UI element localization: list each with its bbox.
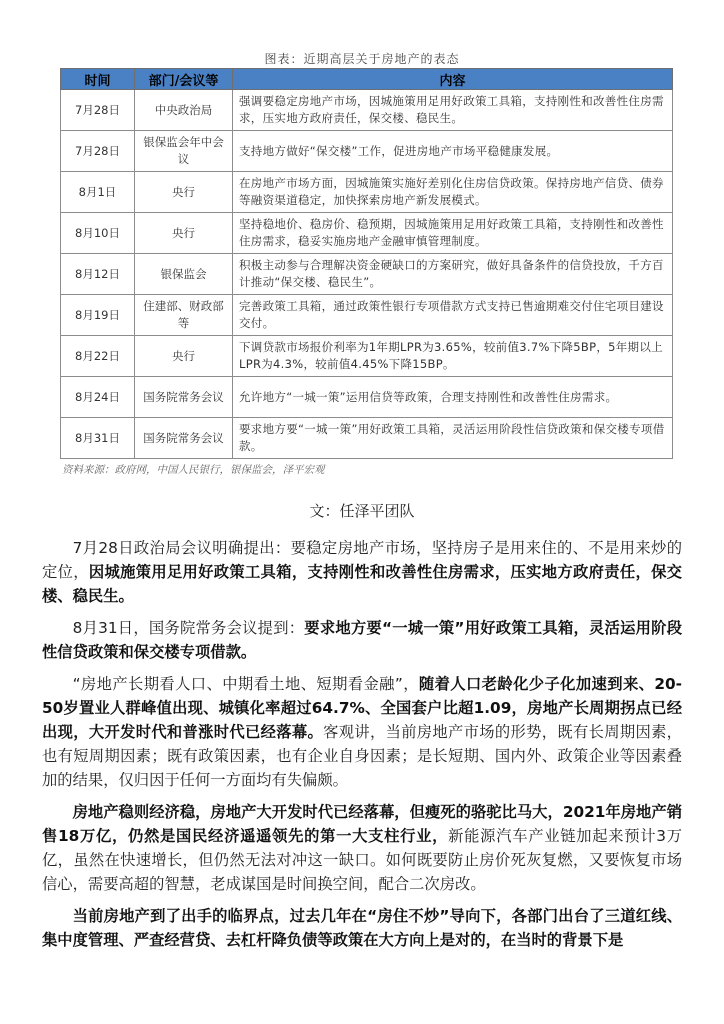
table-row (61, 172, 673, 213)
cell-content: 在房地产市场方面，因城施策实施好差别化住房信贷政策。保持房地产信贷、债券等融资渠道稳定，加快探索房地产新发展模式。 (233, 172, 673, 213)
table-row (61, 418, 673, 459)
paragraph (42, 904, 682, 952)
table-row (61, 213, 673, 254)
table-row (61, 336, 673, 377)
cell-date: 7月28日 (61, 90, 135, 131)
table-header-row (61, 69, 673, 90)
paragraph-text: “房地产长期看人口、中期看土地、短期看金融”， (72, 675, 419, 693)
cell-date: 8月12日 (61, 254, 135, 295)
cell-content: 完善政策工具箱，通过政策性银行专项借款方式支持已售逾期难交付住宅项目建设交付。 (233, 295, 673, 336)
paragraph-emphasis: 要求地方要“一城一策”用好政策工具箱，灵活运用阶段性信贷政策和保交楼专项借款。 (42, 619, 683, 661)
figure-source: 资料来源：政府网，中国人民银行，银保监会，泽平宏观 (62, 464, 325, 476)
paragraph-emphasis: 因城施策用足用好政策工具箱，支持刚性和改善性住房需求，压实地方政府责任，保交楼、稳民生。 (42, 563, 682, 605)
table-row (61, 131, 673, 172)
paragraph-emphasis: 房地产稳则经济稳，房地产大开发时代已经落幕，但瘦死的骆驼比马大，2021年房地产销售18万亿，仍然是国民经济遥遥领先的第一大支柱行业， (42, 803, 682, 845)
cell-dept: 中央政治局 (135, 90, 233, 131)
paragraph-emphasis: 随着人口老龄化少子化加速到来、20-50岁置业人群峰值出现、城镇化率超过64.7%、全国套户比超1.09，房地产长周期拐点已经出现，大开发时代和普涨时代已经落幕。 (42, 675, 682, 741)
policy-table (60, 68, 673, 459)
paragraph (42, 800, 682, 896)
cell-content: 积极主动参与合理解决资金硬缺口的方案研究，做好具备条件的信贷投放，千方百计推动“保交楼、稳民生”。 (233, 254, 673, 295)
cell-content: 支持地方做好“保交楼”工作，促进房地产市场平稳健康发展。 (233, 131, 673, 172)
cell-date: 8月22日 (61, 336, 135, 377)
cell-dept: 央行 (135, 172, 233, 213)
table-row (61, 90, 673, 131)
cell-dept: 国务院常务会议 (135, 377, 233, 418)
figure-caption: 图表：近期高层关于房地产的表态 (264, 52, 460, 66)
cell-content: 下调贷款市场报价利率为1年期LPR为3.65%，较前值3.7%下降5BP，5年期以上LPR为4.3%，较前值4.45%下降15BP。 (233, 336, 673, 377)
cell-content: 坚持稳地价、稳房价、稳预期，因城施策用足用好政策工具箱，支持刚性和改善性住房需求，稳妥实施房地产金融审慎管理制度。 (233, 213, 673, 254)
cell-date: 8月31日 (61, 418, 135, 459)
paragraph (42, 536, 682, 608)
header-dept: 部门/会议等 (135, 69, 233, 90)
table-row (61, 254, 673, 295)
header-content: 内容 (233, 69, 673, 90)
table-row (61, 295, 673, 336)
paragraph-emphasis: 当前房地产到了出手的临界点，过去几年在“房住不炒”导向下，各部门出台了三道红线、集中度管理、严查经营贷、去杠杆降负债等政策在大方向上是对的，在当时的背景下是 (42, 907, 682, 949)
cell-date: 8月1日 (61, 172, 135, 213)
paragraph-text: 客观讲，当前房地产市场的形势，既有长周期因素，也有短周期因素；既有政策因素，也有企业自身因素；是长短期、国内外、政策企业等因素叠加的结果，仅归因于任何一方面均有失偏颇。 (42, 723, 682, 789)
article-body (42, 536, 682, 960)
cell-content: 要求地方要“一城一策”用好政策工具箱，灵活运用阶段性信贷政策和保交楼专项借款。 (233, 418, 673, 459)
paragraph-text: 7月28日政治局会议明确提出：要稳定房地产市场，坚持房子是用来住的、不是用来炒的定位， (42, 539, 682, 581)
cell-date: 8月19日 (61, 295, 135, 336)
cell-date: 7月28日 (61, 131, 135, 172)
cell-content: 强调要稳定房地产市场，因城施策用足用好政策工具箱，支持刚性和改善性住房需求，压实地方政府责任，保交楼、稳民生。 (233, 90, 673, 131)
cell-dept: 央行 (135, 213, 233, 254)
table-row (61, 377, 673, 418)
cell-dept: 银保监会 (135, 254, 233, 295)
cell-dept: 国务院常务会议 (135, 418, 233, 459)
cell-dept: 住建部、财政部等 (135, 295, 233, 336)
cell-date: 8月24日 (61, 377, 135, 418)
cell-dept: 央行 (135, 336, 233, 377)
paragraph-text: 新能源汽车产业链加起来预计3万亿，虽然在快速增长，但仍然无法对冲这一缺口。如何既要防止房价死灰复燃，又要恢复市场信心，需要高超的智慧，老成谋国是时间换空间，配合二次房改。 (42, 827, 683, 893)
article-author: 文：任泽平团队 (309, 502, 415, 520)
cell-content: 允许地方“一城一策”运用信贷等政策，合理支持刚性和改善性住房需求。 (233, 377, 673, 418)
paragraph-text: 8月31日，国务院常务会议提到： (72, 619, 305, 637)
cell-dept: 银保监会年中会议 (135, 131, 233, 172)
header-date: 时间 (61, 69, 135, 90)
cell-date: 8月10日 (61, 213, 135, 254)
paragraph (42, 672, 682, 792)
paragraph (42, 616, 682, 664)
